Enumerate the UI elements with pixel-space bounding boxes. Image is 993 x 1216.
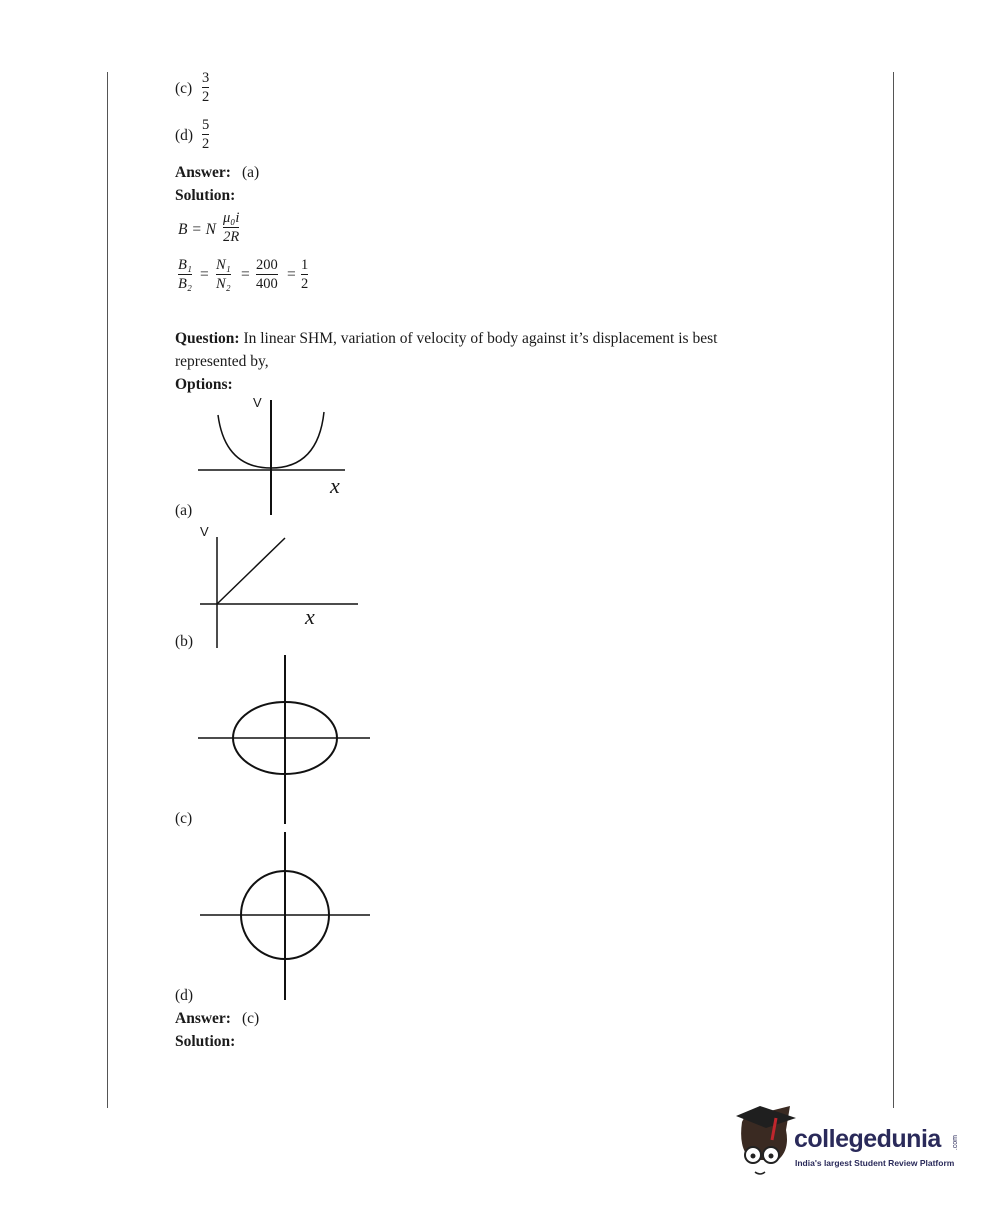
eq1-fraction: μ₀i 2R (223, 210, 240, 245)
answer-value: (c) (242, 1010, 260, 1027)
eq2-fraction-result: 1 2 (301, 257, 309, 292)
eq2-equals-3: = (287, 266, 296, 283)
question-label: Question: (175, 330, 240, 347)
eq2-fraction-b: B₁ B₂ (178, 257, 192, 292)
question-text-1: In linear SHM, variation of velocity of body against it’s displacement is best (243, 330, 718, 347)
eq1-lhs: B = N (178, 221, 217, 238)
option-d-label: (d) (175, 127, 194, 144)
graph-b-option-label: (b) (175, 633, 194, 650)
prev-answer-value: (a) (242, 164, 260, 181)
brand-suffix: .com (952, 1135, 959, 1151)
eq2-fraction-n: N₁ N₂ (216, 257, 231, 292)
graph-a-option-label: (a) (175, 502, 193, 519)
brand-name: collegedunia (794, 1125, 941, 1153)
graph-a-y-label: V (253, 395, 262, 410)
prev-answer-label: Answer: (175, 164, 231, 181)
brand-tagline: India's largest Student Review Platform (795, 1158, 955, 1168)
option-c-label: (c) (175, 80, 193, 97)
solution-label: Solution: (175, 1033, 236, 1050)
option-d-fraction: 5 2 (202, 117, 210, 152)
question-line-2: represented by, (175, 353, 269, 370)
graph-b-y-label: V (200, 524, 209, 539)
graph-c-option-label: (c) (175, 810, 193, 827)
graph-d-option-label: (d) (175, 987, 194, 1004)
graph-a-x-label: x (330, 473, 340, 498)
option-c-fraction: 3 2 (202, 70, 210, 105)
prev-solution-label: Solution: (175, 187, 236, 204)
answer-label: Answer: (175, 1010, 231, 1027)
eq2-equals-2: = (241, 266, 250, 283)
eq2-equals-1: = (200, 266, 209, 283)
graph-b-x-label: x (305, 604, 315, 629)
options-label: Options: (175, 376, 233, 393)
eq2-fraction-num: 200 400 (256, 257, 278, 292)
